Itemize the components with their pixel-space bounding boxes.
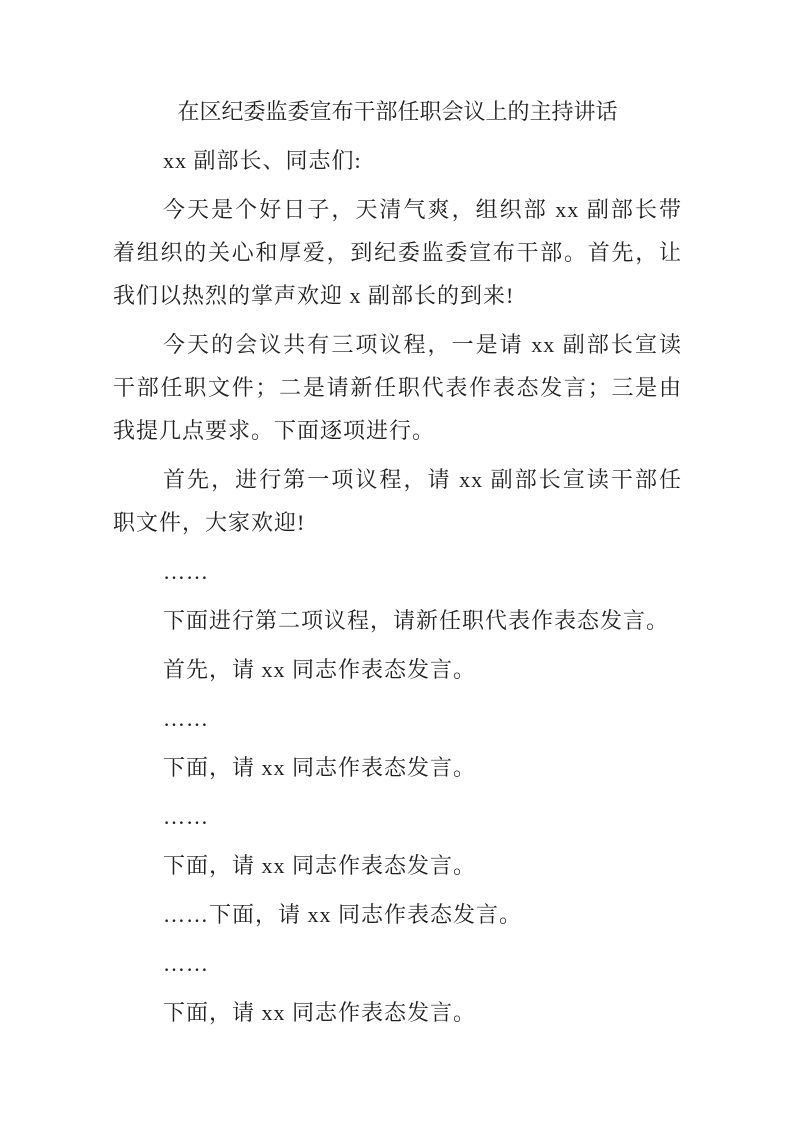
paragraph: 首先，请 xx 同志作表态发言。 <box>163 657 477 682</box>
paragraph: ……下面，请 xx 同志作表态发言。 <box>163 902 523 927</box>
ellipsis-line: …… <box>163 559 209 584</box>
paragraph: 下面进行第二项议程，请新任职代表作表态发言。 <box>163 608 670 633</box>
salutation: xx 副部长、同志们: <box>163 148 362 173</box>
ellipsis-line: …… <box>163 804 209 829</box>
paragraph: 今天是个好日子，天清气爽，组织部 xx 副部长带着组织的关心和厚爱，到纪委监委宣布干部。首先，让我们以热烈的掌声欢迎 x 副部长的到来! <box>113 197 682 308</box>
paragraph: 首先，进行第一项议程，请 xx 副部长宣读干部任职文件，大家欢迎! <box>113 467 682 535</box>
document-title: 在区纪委监委宣布干部任职会议上的主持讲话 <box>177 99 618 124</box>
paragraph: 下面，请 xx 同志作表态发言。 <box>163 1000 477 1025</box>
paragraph: 下面，请 xx 同志作表态发言。 <box>163 755 477 780</box>
ellipsis-line: …… <box>163 706 209 731</box>
paragraph: 今天的会议共有三项议程，一是请 xx 副部长宣读干部任职文件；二是请新任职代表作表态发言；三是由我提几点要求。下面逐项进行。 <box>113 332 682 443</box>
paragraph: 下面，请 xx 同志作表态发言。 <box>163 853 477 878</box>
ellipsis-line: …… <box>163 951 209 976</box>
document-content <box>113 90 682 1040</box>
